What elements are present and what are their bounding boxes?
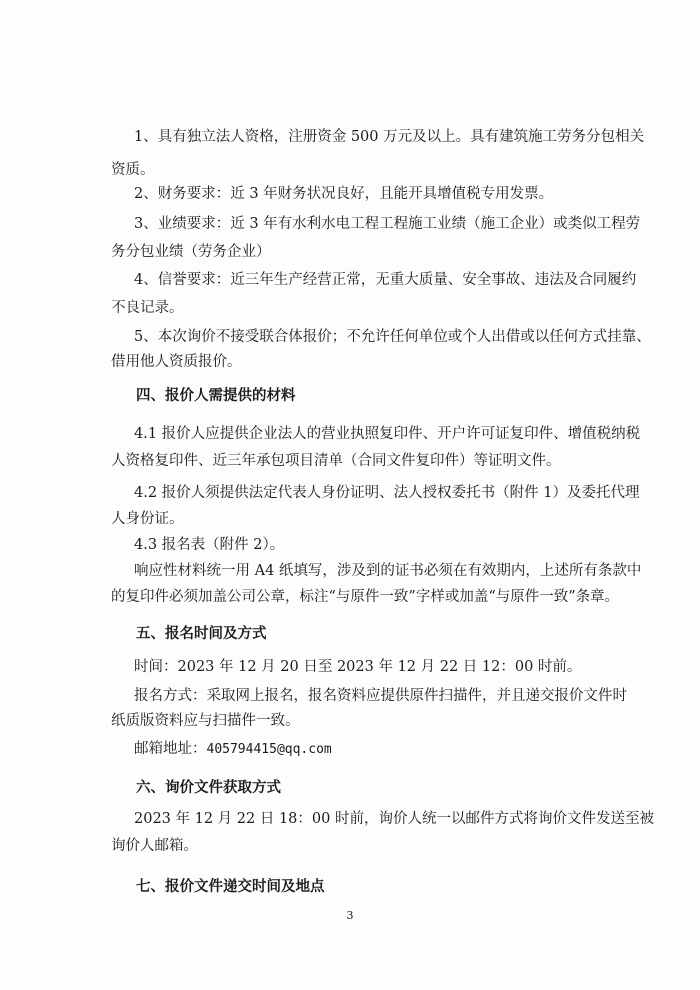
requirement-4-line-1: 4、信誉要求：近三年生产经营正常，无重大质量、安全事故、违法及合同履约 <box>134 272 637 288</box>
item-4-2-line-2: 人身份证。 <box>111 511 184 527</box>
materials-note-line-2: 的复印件必须加盖公司公章，标注“与原件一致”字样或加盖“与原件一致”条章。 <box>111 589 620 605</box>
acquisition-line-1: 2023 年 12 月 22 日 18：00 时前，询价人统一以邮件方式将询价文件发送至被 <box>134 811 654 827</box>
email-line <box>0 739 700 760</box>
email-label: 邮箱地址： <box>134 741 207 757</box>
page-number: 3 <box>346 909 354 922</box>
requirement-5-line-1: 5、本次询价不接受联合体报价；不允许任何单位或个人出借或以任何方式挂靠、 <box>134 329 651 345</box>
acquisition-line-2: 询价人邮箱。 <box>111 838 198 854</box>
requirement-4-line-2: 不良记录。 <box>111 300 184 316</box>
materials-note-line-1: 响应性材料统一用 A4 纸填写，涉及到的证书必须在有效期内，上述所有条款中 <box>134 563 642 579</box>
requirement-5-line-2: 借用他人资质报价。 <box>111 354 242 370</box>
requirement-3-line-2: 务分包业绩（劳务企业） <box>111 244 271 260</box>
section-7-heading: 七、报价文件递交时间及地点 <box>136 879 325 895</box>
registration-time: 时间：2023 年 12 月 20 日至 2023 年 12 月 22 日 12：00 时前。 <box>134 659 582 675</box>
item-4-1-line-1: 4.1 报价人应提供企业法人的营业执照复印件、开户许可证复印件、增值税纳税 <box>134 426 641 442</box>
item-4-1-line-2: 人资格复印件、近三年承包项目清单（合同文件复印件）等证明文件。 <box>111 453 561 469</box>
requirement-2: 2、财务要求：近 3 年财务状况良好，且能开具增值税专用发票。 <box>134 186 554 202</box>
registration-method-line-2: 纸质版资料应与扫描件一致。 <box>111 713 300 729</box>
section-5-heading: 五、报名时间及方式 <box>136 626 267 642</box>
registration-method-line-1: 报名方式：采取网上报名，报名资料应提供原件扫描件，并且递交报价文件时 <box>134 688 627 704</box>
section-6-heading: 六、询价文件获取方式 <box>136 780 281 796</box>
section-4-heading: 四、报价人需提供的材料 <box>136 388 296 404</box>
item-4-3: 4.3 报名表（附件 2）。 <box>134 537 285 553</box>
requirement-1-line-2: 资质。 <box>111 162 155 178</box>
email-address: 405794415@qq.com <box>206 742 332 757</box>
item-4-2-line-1: 4.2 报价人须提供法定代表人身份证明、法人授权委托书（附件 1）及委托代理 <box>134 485 640 501</box>
requirement-1-line-1: 1、具有独立法人资格，注册资金 500 万元及以上。具有建筑施工劳务分包相关 <box>134 129 645 145</box>
requirement-3-line-1: 3、业绩要求：近 3 年有水利水电工程工程施工业绩（施工企业）或类似工程劳 <box>134 216 641 232</box>
